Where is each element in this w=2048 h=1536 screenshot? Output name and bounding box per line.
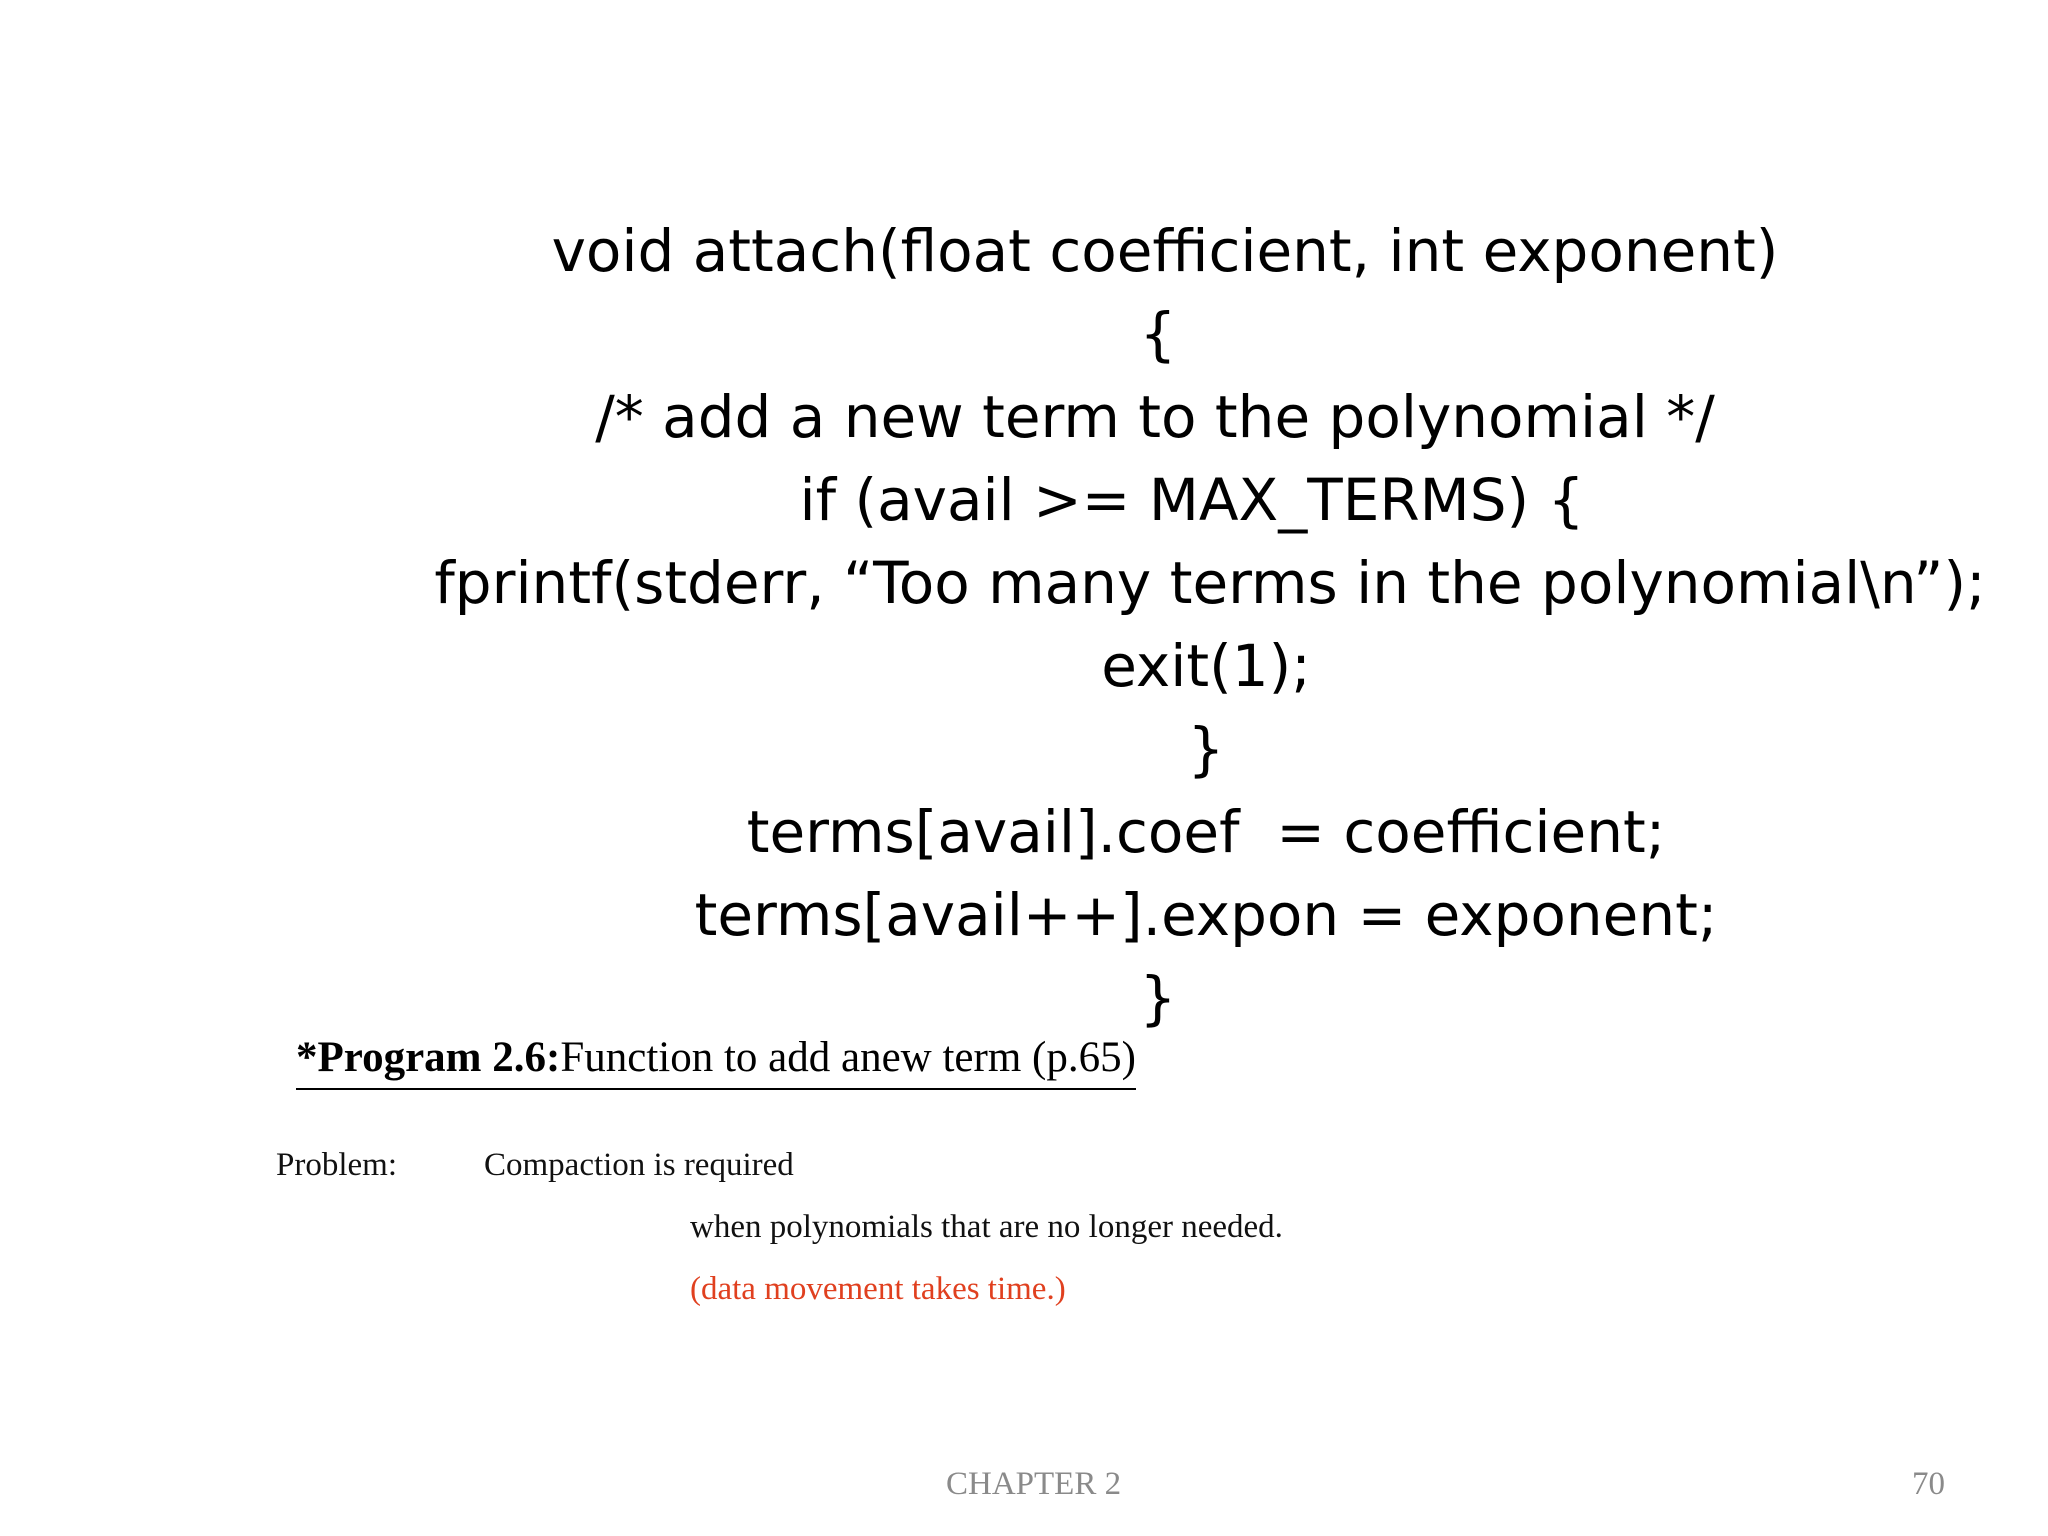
problem-line-1: Compaction is required: [484, 1147, 794, 1183]
program-caption: [296, 1030, 1136, 1090]
code-line-7: }: [1187, 715, 1225, 783]
footer-chapter: CHAPTER 2: [946, 1466, 1122, 1502]
code-line-3: /* add a new term to the polynomial */: [595, 383, 1715, 451]
code-line-4: if (avail >= MAX_TERMS) {: [799, 466, 1585, 534]
caption-label: *Program 2.6:: [296, 1034, 561, 1081]
code-line-8: terms[avail].coef = coefficient;: [746, 798, 1666, 866]
code-line-2: {: [1139, 300, 1177, 368]
code-line-1: void attach(float coefficient, int exponent): [551, 217, 1779, 285]
code-line-9: terms[avail++].expon = exponent;: [694, 881, 1718, 949]
problem-line-3: (data movement takes time.): [690, 1271, 1066, 1307]
footer-page-number: 70: [1912, 1466, 1945, 1502]
code-line-6: exit(1);: [1101, 632, 1311, 700]
problem-label: Problem:: [276, 1147, 397, 1183]
problem-line-2: when polynomials that are no longer needed.: [690, 1209, 1283, 1245]
code-line-10: }: [1139, 964, 1177, 1032]
code-line-5: fprintf(stderr, “Too many terms in the polynomial\n”);: [434, 549, 1986, 617]
caption-text: Function to add anew term (p.65): [560, 1034, 1136, 1081]
